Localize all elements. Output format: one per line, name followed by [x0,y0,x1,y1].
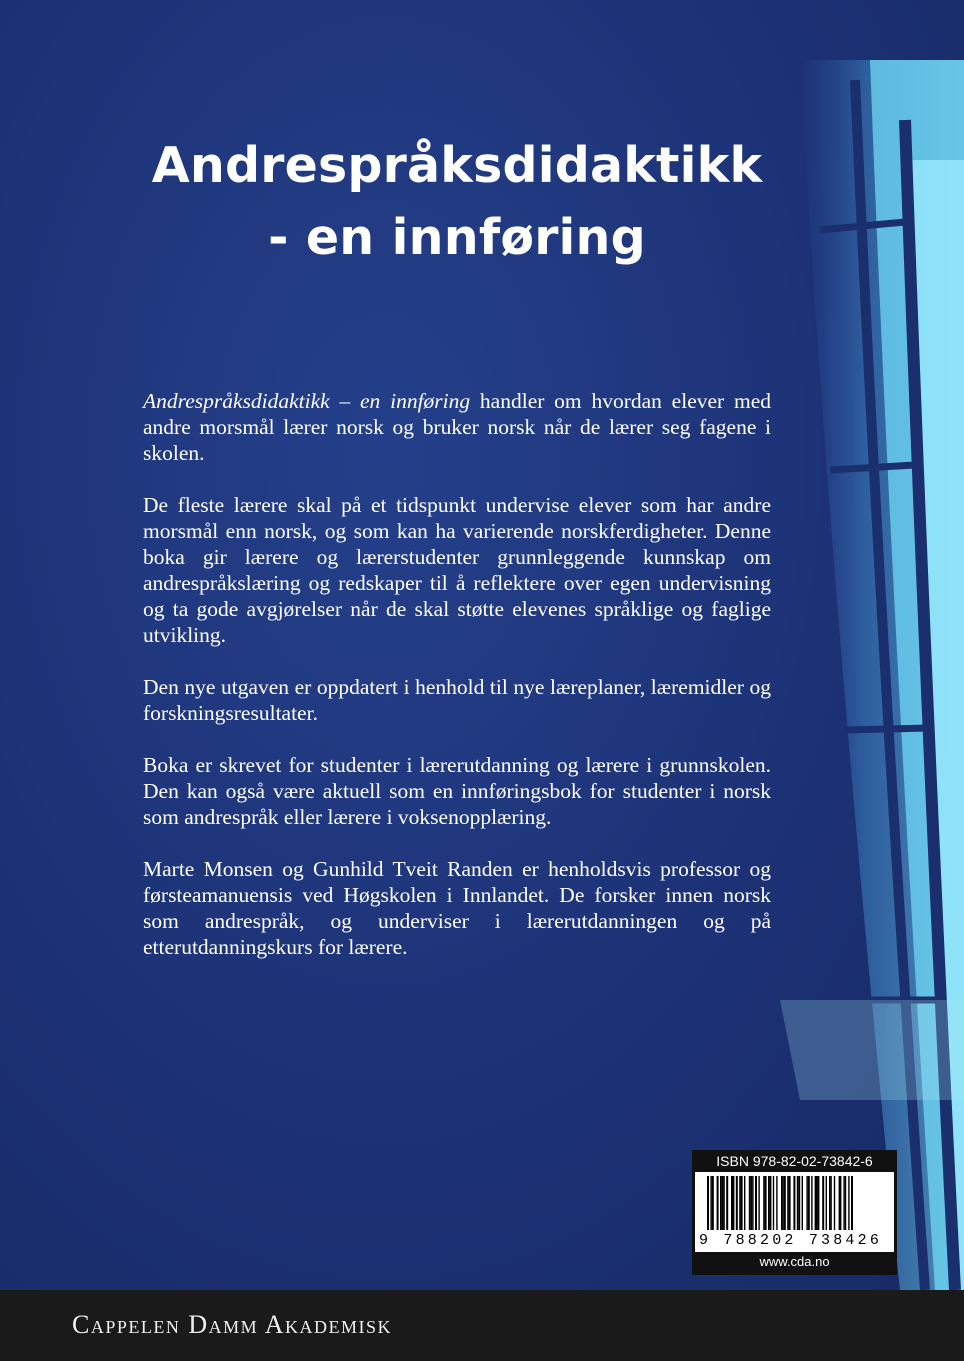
website-label: www.cda.no [759,1254,830,1269]
back-cover-blurb [143,388,771,986]
isbn-label: ISBN 978-82-02-73842-6 [716,1153,873,1169]
isbn-barcode-box [692,1150,897,1275]
barcode-digits: 9 788202 738426 [699,1232,883,1249]
author-paragraph: Marte Monsen og Gunhild Tveit Randen er henholdsvis professor og førsteamanuensis ved Høgskolen i Innlandet. De forsker innen norsk som andrespråk, og underviser i lærerutdanningen og på etterutdanningskurs for lærere. [143,857,771,959]
blurb-paragraph-3: Den nye utgaven er oppdatert i henhold til nye læreplaner, læremidler og forskningsresultater. [143,675,771,725]
blurb-paragraph-1-text: handler om hvordan elever med andre morsmål lærer norsk og bruker norsk når de lærer seg fagene i skolen. [143,389,771,465]
book-title [0,130,914,274]
book-title-italic: Andrespråksdidaktikk – en innføring [143,389,471,413]
publisher-footer [0,1290,964,1361]
publisher-name: Cappelen Damm Akademisk [72,1310,392,1339]
title-line-2: - en innføring [268,209,646,266]
blurb-paragraph-2: De fleste lærere skal på et tidspunkt undervise elever som har andre morsmål enn norsk, og som kan ha varierende norskferdigheter. Denne boka gir lærere og lærerstudenter grunnleggende kunnskap om andrespråkslæring og redskaper til å reflektere over egen undervisning og ta gode avgjørelser når de skal støtte elevenes språklige og faglige utvikling. [143,493,771,647]
blurb-paragraph-1 [143,388,771,466]
barcode-area [695,1172,894,1252]
title-line-1: Andrespråksdidaktikk [151,137,763,194]
blurb-paragraph-4: Boka er skrevet for studenter i lærerutdanning og lærere i grunnskolen. Den kan også være aktuell som en innføringsbok for studenter i norsk som andrespråk eller lærere i voksenopplæring. [143,753,771,829]
